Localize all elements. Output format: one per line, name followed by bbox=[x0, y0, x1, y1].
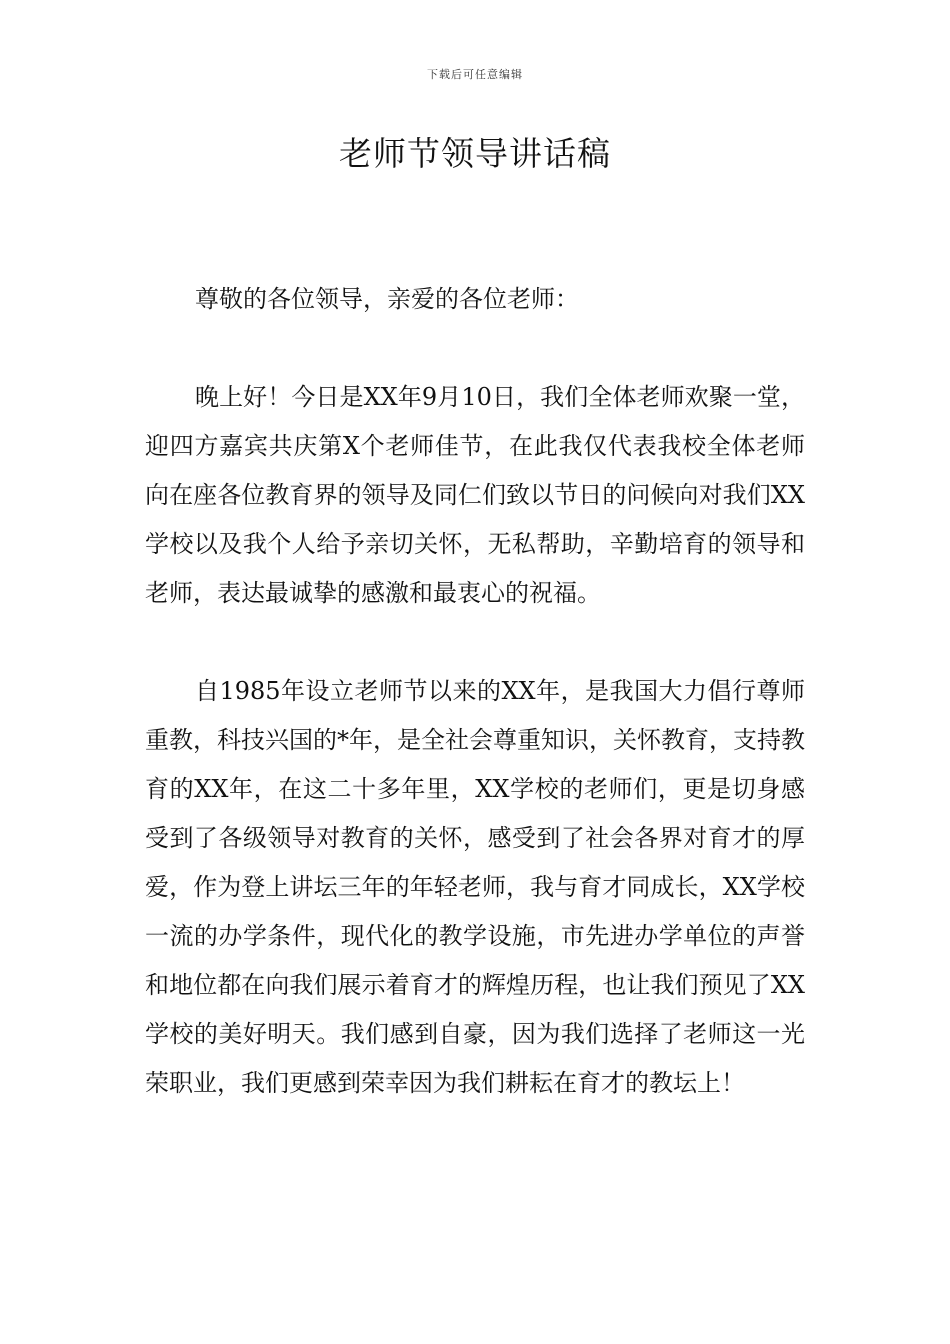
paragraph-1: 晚上好！今日是XX年9月10日，我们全体老师欢聚一堂，迎四方嘉宾共庆第X个老师佳节，在此我仅代表我校全体老师向在座各位教育界的领导及同仁们致以节日的问候向对我们XX学校以及我个人给予亲切关怀，无私帮助，辛勤培育的领导和老师，表达最诚挚的感激和最衷心的祝福。 bbox=[145, 383, 805, 607]
salutation: 尊敬的各位领导，亲爱的各位老师： bbox=[195, 285, 579, 313]
header-note: 下载后可任意编辑 bbox=[427, 68, 523, 81]
document-title: 老师节领导讲话稿 bbox=[339, 134, 611, 173]
paragraph-2: 自1985年设立老师节以来的XX年，是我国大力倡行尊师重教，科技兴国的*年，是全社会尊重知识，关怀教育，支持教育的XX年，在这二十多年里，XX学校的老师们，更是切身感受到了各级领导对教育的关怀，感受到了社会各界对育才的厚爱，作为登上讲坛三年的年轻老师，我与育才同成长，XX学校一流的办学条件，现代化的教学设施，市先进办学单位的声誉和地位都在向我们展示着育才的辉煌历程，也让我们预见了XX学校的美好明天。我们感到自豪，因为我们选择了老师这一光荣职业，我们更感到荣幸因为我们耕耘在育才的教坛上！ bbox=[145, 677, 805, 1097]
